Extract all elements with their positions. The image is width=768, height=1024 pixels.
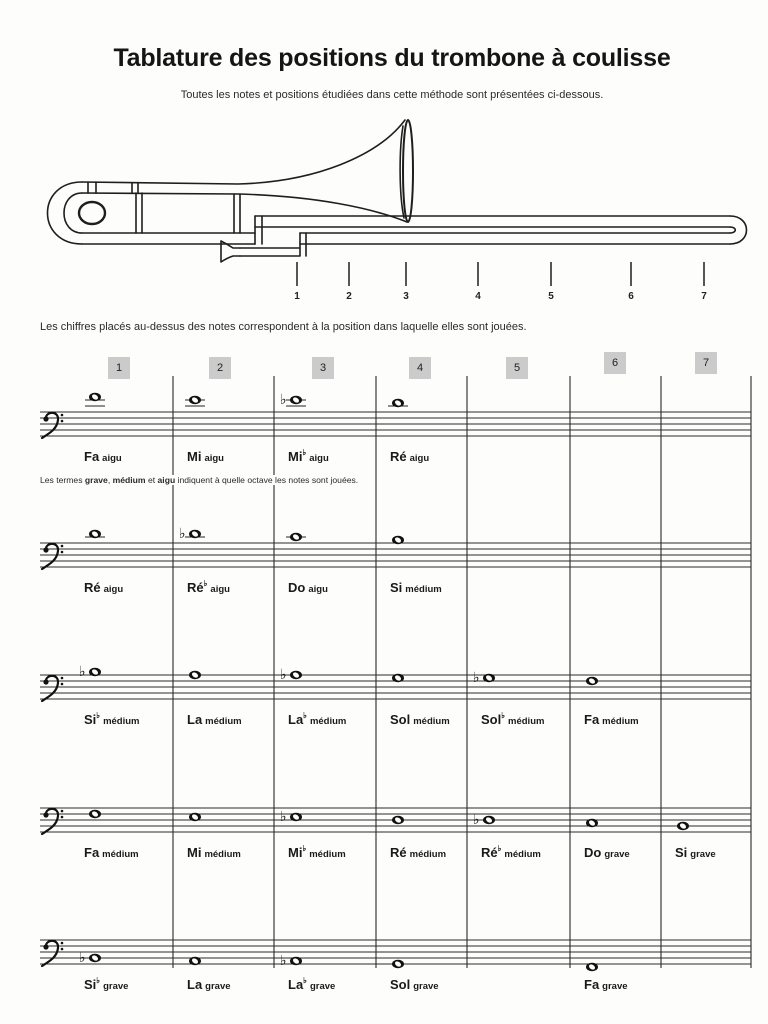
octave-label: grave	[103, 981, 129, 992]
flat-sign: ♭	[497, 844, 502, 853]
staff	[40, 940, 751, 971]
position-number: 2	[346, 291, 352, 302]
octave-label: médium	[504, 849, 541, 860]
note	[586, 819, 598, 827]
note-label	[390, 711, 450, 729]
octave-label: médium	[103, 716, 140, 727]
flat-sign: ♭	[302, 448, 307, 457]
note-label	[675, 844, 716, 862]
octave-label: médium	[102, 849, 139, 860]
note-name: Mi	[288, 449, 303, 464]
octave-note-text: et	[145, 475, 158, 485]
flat-sign: ♭	[280, 667, 287, 683]
note-name: La	[288, 977, 304, 992]
note	[85, 393, 105, 406]
octave-label: aigu	[308, 584, 328, 595]
note-name: Fa	[84, 845, 100, 860]
position-number: 7	[701, 291, 707, 302]
octave-label: médium	[204, 849, 241, 860]
note-name: Fa	[584, 977, 600, 992]
flat-sign: ♭	[280, 392, 287, 408]
octave-note-text: ,	[107, 475, 113, 485]
octave-label: médium	[508, 716, 545, 727]
flat-sign: ♭	[473, 670, 480, 686]
note	[189, 957, 201, 965]
flat-sign: ♭	[280, 953, 287, 969]
note-label	[187, 448, 224, 466]
note	[392, 816, 404, 824]
position-number: 1	[294, 291, 300, 302]
note-name: La	[187, 712, 203, 727]
staff	[40, 392, 751, 438]
octave-label: grave	[309, 981, 336, 992]
note-name: Si	[84, 977, 97, 992]
note-label	[584, 976, 628, 994]
note-name: Ré	[84, 580, 101, 595]
note-label	[390, 976, 439, 994]
page-title: Tablature des positions du trombone à coulisse	[113, 44, 671, 72]
note-name: Si	[675, 845, 688, 860]
position-number: 6	[628, 291, 634, 302]
octave-label: aigu	[204, 453, 224, 464]
octave-term-aigu: aigu	[157, 475, 176, 485]
position-header: 3	[312, 357, 334, 379]
octave-label: aigu	[103, 584, 124, 595]
positions-explanation: Les chiffres placés au-dessus des notes correspondent à la position dans laquelle elles sont jouées.	[40, 321, 527, 333]
note-label	[187, 976, 231, 994]
note	[189, 671, 201, 679]
flat-sign: ♭	[179, 526, 186, 542]
staff	[40, 526, 751, 569]
note-name: Sol	[481, 712, 502, 727]
note-label	[84, 844, 139, 862]
flat-sign: ♭	[501, 711, 506, 720]
flat-sign: ♭	[79, 950, 86, 966]
octave-explanation	[38, 475, 360, 485]
note-label	[84, 579, 123, 597]
octave-label: grave	[690, 849, 716, 860]
octave-label: médium	[405, 584, 442, 595]
octave-label: aigu	[210, 584, 230, 595]
position-number: 3	[403, 291, 409, 302]
octave-label: médium	[309, 716, 347, 727]
octave-label: grave	[413, 981, 439, 992]
position-header: 5	[506, 357, 528, 379]
bass-clef-icon	[42, 544, 63, 569]
note	[189, 813, 201, 821]
page-subtitle: Toutes les notes et positions étudiées dans cette méthode sont présentées ci-dessous.	[180, 89, 604, 101]
note-name: Ré	[390, 845, 407, 860]
note-name: Ré	[390, 449, 407, 464]
flat-sign: ♭	[473, 812, 480, 828]
flat-sign: ♭	[96, 711, 101, 720]
staff	[40, 808, 751, 834]
note-label	[288, 844, 346, 862]
flat-sign: ♭	[303, 711, 307, 720]
octave-label: médium	[409, 849, 447, 860]
flat-sign: ♭	[203, 579, 208, 588]
position-header: 1	[108, 357, 130, 379]
note-name: La	[288, 712, 304, 727]
octave-label: grave	[604, 849, 630, 860]
bass-clef-icon	[42, 413, 63, 438]
note-name: Si	[390, 580, 403, 595]
position-header: 4	[409, 357, 431, 379]
note	[85, 530, 105, 538]
note-label	[84, 711, 140, 729]
note-label	[481, 711, 544, 729]
bass-clef-icon	[42, 941, 63, 966]
note	[392, 674, 404, 682]
note-label	[584, 711, 639, 729]
note	[392, 536, 404, 544]
note-label	[288, 448, 329, 466]
position-header: 2	[209, 357, 231, 379]
note-name: Fa	[584, 712, 600, 727]
flat-sign: ♭	[302, 844, 307, 853]
note-name: Sol	[390, 977, 411, 992]
note-name: Mi	[187, 449, 202, 464]
position-number: 4	[475, 291, 481, 302]
note	[677, 822, 689, 830]
staff	[40, 664, 751, 701]
position-header: 7	[695, 352, 717, 374]
note-name: Ré	[187, 580, 204, 595]
note-name: Do	[584, 845, 602, 860]
note	[286, 533, 306, 541]
note	[179, 526, 205, 542]
note-name: Mi	[288, 845, 303, 860]
note-label	[288, 579, 328, 597]
octave-term-medium: médium	[112, 475, 146, 485]
note-label	[390, 448, 429, 466]
flat-sign: ♭	[280, 809, 287, 825]
position-number: 5	[548, 291, 554, 302]
note-label	[288, 976, 335, 994]
note-label	[187, 579, 230, 597]
octave-label: grave	[205, 981, 231, 992]
octave-label: grave	[602, 981, 628, 992]
flat-sign: ♭	[303, 976, 307, 985]
note	[586, 677, 598, 685]
note	[280, 809, 302, 825]
octave-note-text: indiquent à quelle octave les notes sont jouées.	[175, 475, 359, 485]
note-label	[187, 711, 242, 729]
octave-label: médium	[413, 716, 450, 727]
note-name: Ré	[481, 845, 498, 860]
note-name: Si	[84, 712, 97, 727]
note-name: Mi	[187, 845, 202, 860]
note-label	[481, 844, 541, 862]
octave-note-text: Les termes	[40, 475, 85, 485]
note	[586, 963, 598, 971]
note-name: Fa	[84, 449, 100, 464]
octave-term-grave: grave	[84, 475, 108, 485]
note-name: Do	[288, 580, 306, 595]
octave-label: médium	[205, 716, 242, 727]
note-label	[187, 844, 241, 862]
bass-clef-icon	[42, 809, 63, 834]
note	[392, 960, 404, 968]
bass-clef-icon	[42, 676, 63, 701]
note-label	[84, 976, 128, 994]
note	[89, 810, 101, 818]
note	[185, 396, 205, 406]
octave-label: aigu	[309, 453, 329, 464]
note	[388, 399, 408, 407]
note-label	[584, 844, 630, 862]
note	[79, 664, 101, 680]
note-label	[390, 844, 446, 862]
octave-label: aigu	[102, 453, 122, 464]
note-label	[288, 711, 346, 729]
octave-label: médium	[602, 716, 639, 727]
octave-label: médium	[309, 849, 346, 860]
note	[280, 392, 306, 408]
note-label	[84, 448, 122, 466]
flat-sign: ♭	[96, 976, 101, 985]
note	[280, 953, 302, 969]
note	[473, 670, 495, 686]
note-label	[390, 579, 442, 597]
flat-sign: ♭	[79, 664, 86, 680]
octave-label: aigu	[409, 453, 430, 464]
note-name: Sol	[390, 712, 411, 727]
position-header: 6	[604, 352, 626, 374]
note-name: La	[187, 977, 203, 992]
